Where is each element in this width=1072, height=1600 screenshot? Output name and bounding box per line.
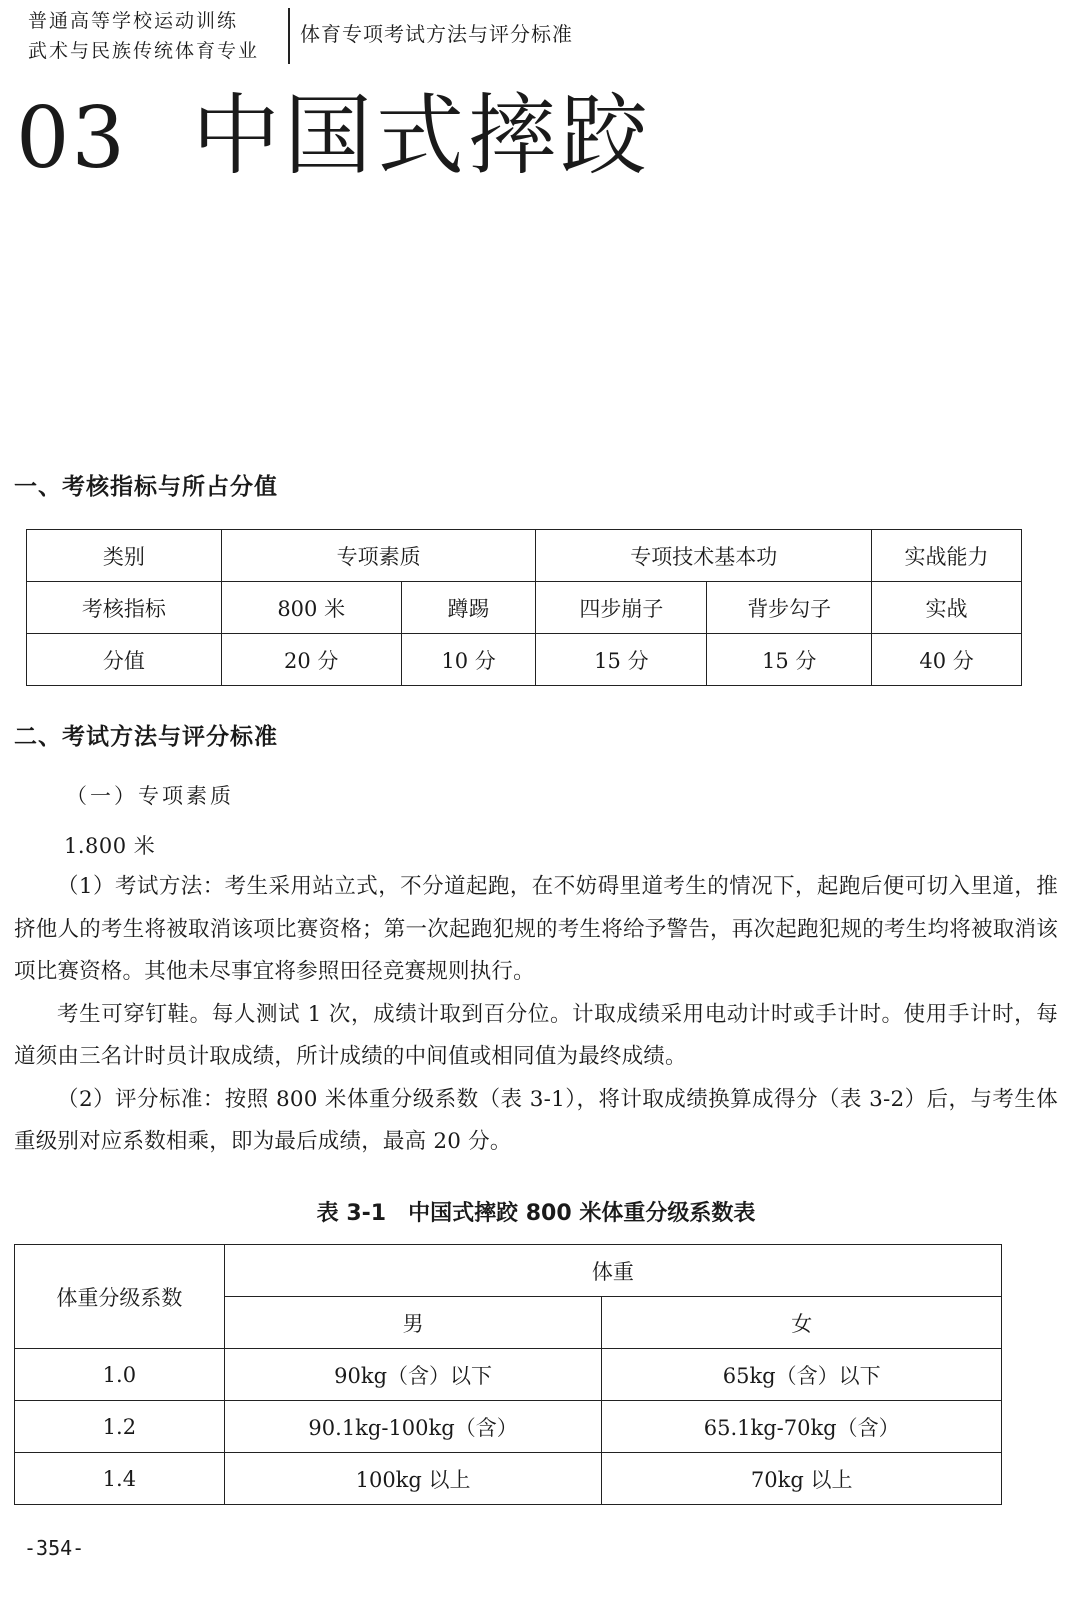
table-cell: 分值 [27,634,222,686]
table-row [15,1349,1002,1401]
table-cell: 10 分 [401,634,536,686]
assessment-table [26,529,1022,686]
chapter-number: 03 [16,89,127,187]
table-cell: 65.1kg-70kg（含） [602,1401,1002,1453]
table-cell: 专项素质 [221,530,536,582]
table-cell: 类别 [27,530,222,582]
table-cell: 背步勾子 [707,582,872,634]
table-row [27,634,1022,686]
table-header-cell: 体重分级系数 [15,1245,225,1349]
table-row [15,1401,1002,1453]
header-line-2: 武术与民族传统体育专业 [28,40,260,62]
paragraph: 考生可穿钉鞋。每人测试 1 次，成绩计取到百分位。计取成绩采用电动计时或手计时。使用手计时，每道须由三名计时员计取成绩，所计成绩的中间值或相同值为最终成绩。 [14,1001,1058,1069]
table-row [15,1453,1002,1505]
method-text [14,866,1058,1164]
table-cell: 实战 [872,582,1022,634]
table-row [15,1245,1002,1297]
section-1-heading: 一、考核指标与所占分值 [14,474,278,500]
table-cell: 专项技术基本功 [536,530,872,582]
header-line-1: 普通高等学校运动训练 [28,10,239,32]
table-cell: 70kg 以上 [602,1453,1002,1505]
header-series-title [28,6,259,66]
table-header-cell: 男 [224,1297,602,1349]
table-cell: 20 分 [221,634,401,686]
weight-coefficient-table [14,1244,1002,1505]
table-cell: 100kg 以上 [224,1453,602,1505]
table-cell: 90kg（含）以下 [224,1349,602,1401]
paragraph: （1）考试方法：考生采用站立式，不分道起跑，在不妨碍里道考生的情况下，起跑后便可切入里道，推挤他人的考生将被取消该项比赛资格；第一次起跑犯规的考生将给予警告，再次起跑犯规的考生均将被取消该项比赛资格。其他未尽事宜将参照田径竞赛规则执行。 [14,874,1058,984]
table-cell: 15 分 [536,634,707,686]
section-2-heading: 二、考试方法与评分标准 [14,724,278,750]
table-cell: 800 米 [221,582,401,634]
table-cell: 1.0 [15,1349,225,1401]
table-cell: 蹲踢 [401,582,536,634]
table-caption: 表 3-1 中国式摔跤 800 米体重分级系数表 [316,1201,756,1226]
table-cell: 15 分 [707,634,872,686]
header-divider [288,8,290,64]
chapter-title: 中国式摔跤 [192,84,653,187]
table-cell: 实战能力 [872,530,1022,582]
paragraph: （2）评分标准：按照 800 米体重分级系数（表 3-1），将计取成绩换算成得分（表 3-2）后，与考生体重级别对应系数相乘，即为最后成绩，最高 20 分。 [14,1086,1058,1154]
table-cell: 四步崩子 [536,582,707,634]
table-header-cell: 女 [602,1297,1002,1349]
table-header-cell: 体重 [224,1245,1001,1297]
header-book-title: 体育专项考试方法与评分标准 [300,22,573,46]
subsection-heading: （一）专项素质 [66,784,234,808]
page-number: -354- [24,1536,85,1560]
table-cell: 考核指标 [27,582,222,634]
table-row [27,530,1022,582]
table-cell: 40 分 [872,634,1022,686]
table-cell: 90.1kg-100kg（含） [224,1401,602,1453]
table-cell: 1.4 [15,1453,225,1505]
table-cell: 1.2 [15,1401,225,1453]
table-cell: 65kg（含）以下 [602,1349,1002,1401]
item-heading: 1.800 米 [64,834,156,858]
table-row [27,582,1022,634]
